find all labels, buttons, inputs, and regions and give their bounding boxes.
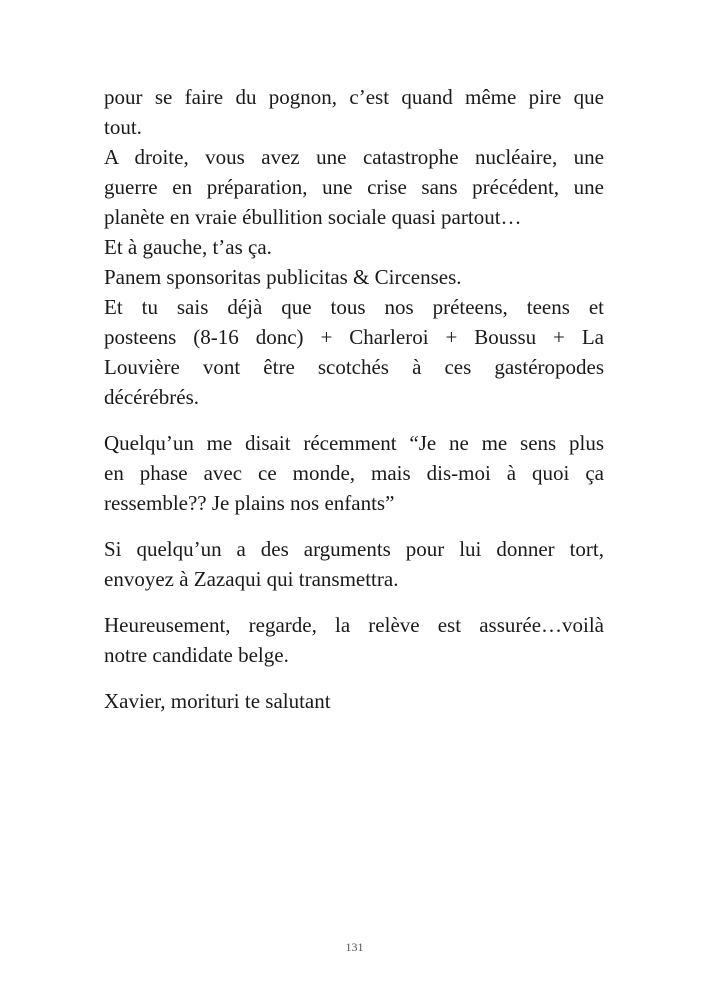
paragraph-spacer xyxy=(104,670,604,686)
body-text xyxy=(104,82,604,716)
text-line: notre candidate belge. xyxy=(104,643,289,667)
text-line: ressemble?? Je plains nos enfants” xyxy=(104,491,395,515)
text-line: envoyez à Zazaqui qui transmettra. xyxy=(104,567,399,591)
text-line: Et à gauche, t’as ça. xyxy=(104,235,272,259)
text-line: pour se faire du pognon, c’est quand même pire que xyxy=(104,85,604,109)
text-line: tout. xyxy=(104,115,142,139)
text-line: planète en vraie ébullition sociale quasi partout… xyxy=(104,205,522,229)
paragraph-group-4 xyxy=(104,610,604,670)
text-line: Si quelqu’un a des arguments pour lui donner tort, xyxy=(104,537,604,561)
paragraph-spacer xyxy=(104,594,604,610)
text-line: Et tu sais déjà que tous nos préteens, teens et xyxy=(104,295,604,319)
paragraph-group-1 xyxy=(104,82,604,412)
text-line: Panem sponsoritas publicitas & Circenses. xyxy=(104,265,462,289)
text-line: en phase avec ce monde, mais dis-moi à quoi ça xyxy=(104,461,604,485)
text-line: guerre en préparation, une crise sans précédent, une xyxy=(104,175,604,199)
paragraph-spacer xyxy=(104,518,604,534)
text-line: Heureusement, regarde, la relève est assurée…voilà xyxy=(104,613,604,637)
paragraph-spacer xyxy=(104,412,604,428)
signature-line: Xavier, morituri te salutant xyxy=(104,689,331,713)
text-line: A droite, vous avez une catastrophe nucléaire, une xyxy=(104,145,604,169)
paragraph-group-3 xyxy=(104,534,604,594)
text-line: Quelqu’un me disait récemment “Je ne me sens plus xyxy=(104,431,604,455)
paragraph-group-5 xyxy=(104,686,604,716)
text-line: décérébrés. xyxy=(104,385,200,409)
text-line: Louvière vont être scotchés à ces gastéropodes xyxy=(104,355,604,379)
text-line: posteens (8-16 donc) + Charleroi + Boussu + La xyxy=(104,325,604,349)
paragraph-group-2 xyxy=(104,428,604,518)
page-number: 131 xyxy=(345,940,364,954)
